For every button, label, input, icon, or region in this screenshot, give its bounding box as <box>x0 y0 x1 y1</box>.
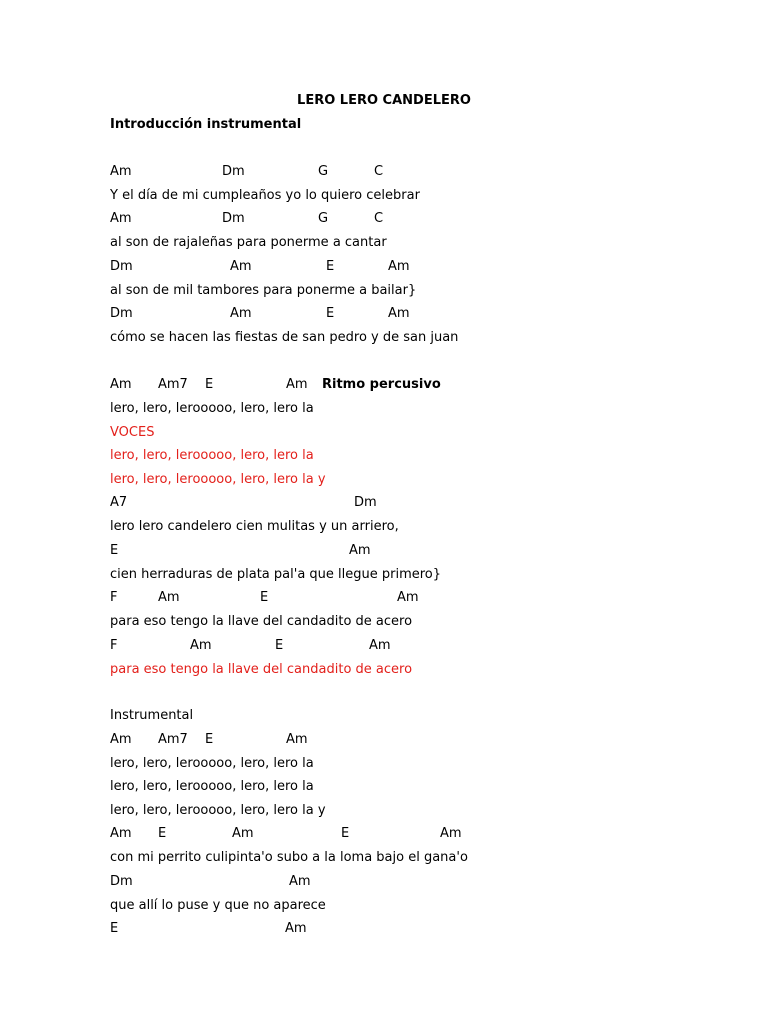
chord: E <box>205 377 214 392</box>
chord: Am <box>349 543 371 558</box>
lyric-line: al son de rajaleñas para ponerme a cantar <box>110 235 387 250</box>
chord: E <box>110 921 119 936</box>
lyric-line-red: para eso tengo la llave del candadito de acero <box>110 662 413 677</box>
chord: Dm <box>222 164 245 179</box>
chord: Am <box>110 732 132 747</box>
chord: Am <box>397 590 419 605</box>
chord: G <box>318 211 329 226</box>
chord-line <box>110 258 510 276</box>
lyric-line: que allí lo puse y que no aparece <box>110 898 326 913</box>
song-title: LERO LERO CANDELERO <box>297 93 471 108</box>
chord: E <box>326 259 335 274</box>
chord-line <box>110 210 510 228</box>
chord-line <box>110 494 510 512</box>
chord-line <box>110 920 510 938</box>
lyric-line: lero, lero, lerooooo, lero, lero la y <box>110 803 326 818</box>
chord: F <box>110 590 118 605</box>
chord: G <box>318 164 329 179</box>
chord: Am <box>285 921 307 936</box>
chord: E <box>110 543 119 558</box>
chord: Am <box>158 590 180 605</box>
chord: F <box>110 638 118 653</box>
chord-line <box>110 163 510 181</box>
chord: E <box>275 638 284 653</box>
chord-line <box>110 589 510 607</box>
lyric-line: cómo se hacen las fiestas de san pedro y de san juan <box>110 330 459 345</box>
voices-label: VOCES <box>110 425 155 440</box>
lyric-line: al son de mil tambores para ponerme a bailar} <box>110 283 417 298</box>
chord: Am <box>388 259 410 274</box>
chord-line <box>110 873 510 891</box>
intro-heading: Introducción instrumental <box>110 117 302 132</box>
chord-line <box>110 825 510 843</box>
lyric-line: Y el día de mi cumpleaños yo lo quiero celebrar <box>110 188 420 203</box>
chord-line <box>110 305 510 323</box>
chord: Dm <box>110 874 133 889</box>
chord: Am <box>230 306 252 321</box>
lyric-line: para eso tengo la llave del candadito de acero <box>110 614 413 629</box>
lyric-line: cien herraduras de plata pal'a que llegue primero} <box>110 567 442 582</box>
chord: Am <box>232 826 254 841</box>
section-label: Instrumental <box>110 708 194 723</box>
chord: C <box>374 211 384 226</box>
lyric-line: lero, lero, lerooooo, lero, lero la <box>110 401 314 416</box>
chord: C <box>374 164 384 179</box>
chord: Am <box>110 377 132 392</box>
chord-line <box>110 731 510 749</box>
chord: Am <box>190 638 212 653</box>
chord: Am <box>440 826 462 841</box>
lyric-line: lero, lero, lerooooo, lero, lero la <box>110 779 314 794</box>
chord: Am <box>286 732 308 747</box>
chord: Am <box>230 259 252 274</box>
chord: E <box>341 826 350 841</box>
lyric-line-red: lero, lero, lerooooo, lero, lero la y <box>110 472 326 487</box>
lyric-line: lero, lero, lerooooo, lero, lero la <box>110 756 314 771</box>
chord-line <box>110 542 510 560</box>
chord: Am <box>110 164 132 179</box>
chord-line <box>110 376 510 394</box>
chord: Dm <box>354 495 377 510</box>
chord: Am <box>369 638 391 653</box>
chord: Dm <box>222 211 245 226</box>
chord: Dm <box>110 259 133 274</box>
rhythm-label: Ritmo percusivo <box>322 377 441 392</box>
chord: Dm <box>110 306 133 321</box>
chord: A7 <box>110 495 128 510</box>
chord: Am <box>110 826 132 841</box>
chord: E <box>205 732 214 747</box>
chord: E <box>158 826 167 841</box>
chord: Am <box>286 377 308 392</box>
chord: Am7 <box>158 377 188 392</box>
chord: Am <box>110 211 132 226</box>
chord-line <box>110 637 510 655</box>
chord: E <box>260 590 269 605</box>
chord: Am7 <box>158 732 188 747</box>
lyric-line: lero lero candelero cien mulitas y un arriero, <box>110 519 399 534</box>
chord: Am <box>289 874 311 889</box>
chord: E <box>326 306 335 321</box>
lyric-line-red: lero, lero, lerooooo, lero, lero la <box>110 448 314 463</box>
lyric-line: con mi perrito culipinta'o subo a la loma bajo el gana'o <box>110 850 468 865</box>
chord: Am <box>388 306 410 321</box>
